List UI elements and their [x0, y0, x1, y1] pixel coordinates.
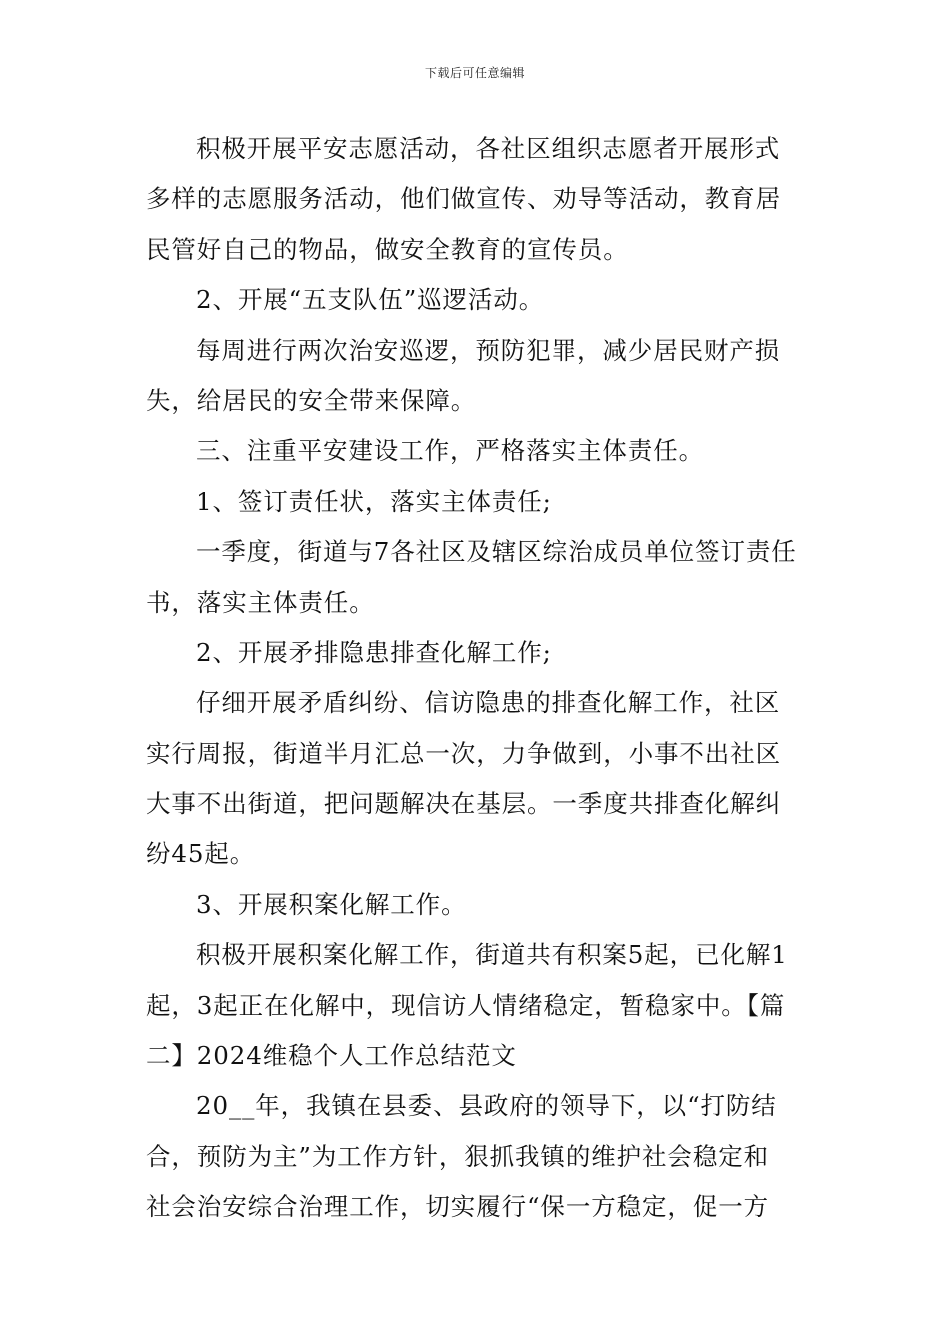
paragraph-line: 二】2024维稳个人工作总结范文 [146, 1041, 517, 1071]
section-heading: 三、注重平安建设工作，严格落实主体责任。 [196, 436, 704, 466]
paragraph-line: 纷45起。 [146, 839, 256, 869]
section-heading: 1、签订责任状，落实主体责任; [196, 486, 552, 516]
paragraph-line: 合，预防为主”为工作方针，狠抓我镇的维护社会稳定和 [146, 1141, 770, 1171]
paragraph-line: 多样的志愿服务活动，他们做宣传、劝导等活动，教育居 [146, 184, 781, 214]
paragraph-line: 每周进行两次治安巡逻，预防犯罪，减少居民财产损 [196, 335, 781, 365]
paragraph-line: 民管好自己的物品，做安全教育的宣传员。 [146, 234, 629, 264]
paragraph-line: 失，给居民的安全带来保障。 [146, 385, 477, 415]
paragraph-line: 书，落实主体责任。 [146, 587, 375, 617]
section-heading: 3、开展积案化解工作。 [196, 889, 467, 919]
document-body [146, 124, 806, 1233]
paragraph-line: 社会治安综合治理工作，切实履行“保一方稳定，促一方 [146, 1192, 770, 1222]
paragraph-line: 积极开展平安志愿活动，各社区组织志愿者开展形式 [196, 134, 781, 163]
paragraph-line: 20__年，我镇在县委、县政府的领导下，以“打防结 [196, 1091, 777, 1121]
paragraph-line: 大事不出街道，把问题解决在基层。一季度共排查化解纠 [146, 789, 781, 819]
paragraph-line: 积极开展积案化解工作，街道共有积案5起，已化解1 [196, 940, 788, 970]
paragraph-line: 起，3起正在化解中，现信访人情绪稳定，暂稳家中。【篇 [146, 990, 786, 1020]
paragraph-line: 一季度，街道与7各社区及辖区综治成员单位签订责任 [196, 537, 797, 567]
page-header-note: 下载后可任意编辑 [424, 66, 525, 80]
paragraph-line: 实行周报，街道半月汇总一次，力争做到，小事不出社区 [146, 738, 781, 768]
section-heading: 2、开展矛排隐患排查化解工作; [196, 637, 552, 667]
paragraph-line: 仔细开展矛盾纠纷、信访隐患的排查化解工作，社区 [196, 688, 781, 718]
section-heading: 2、开展“五支队伍”巡逻活动。 [196, 285, 545, 315]
